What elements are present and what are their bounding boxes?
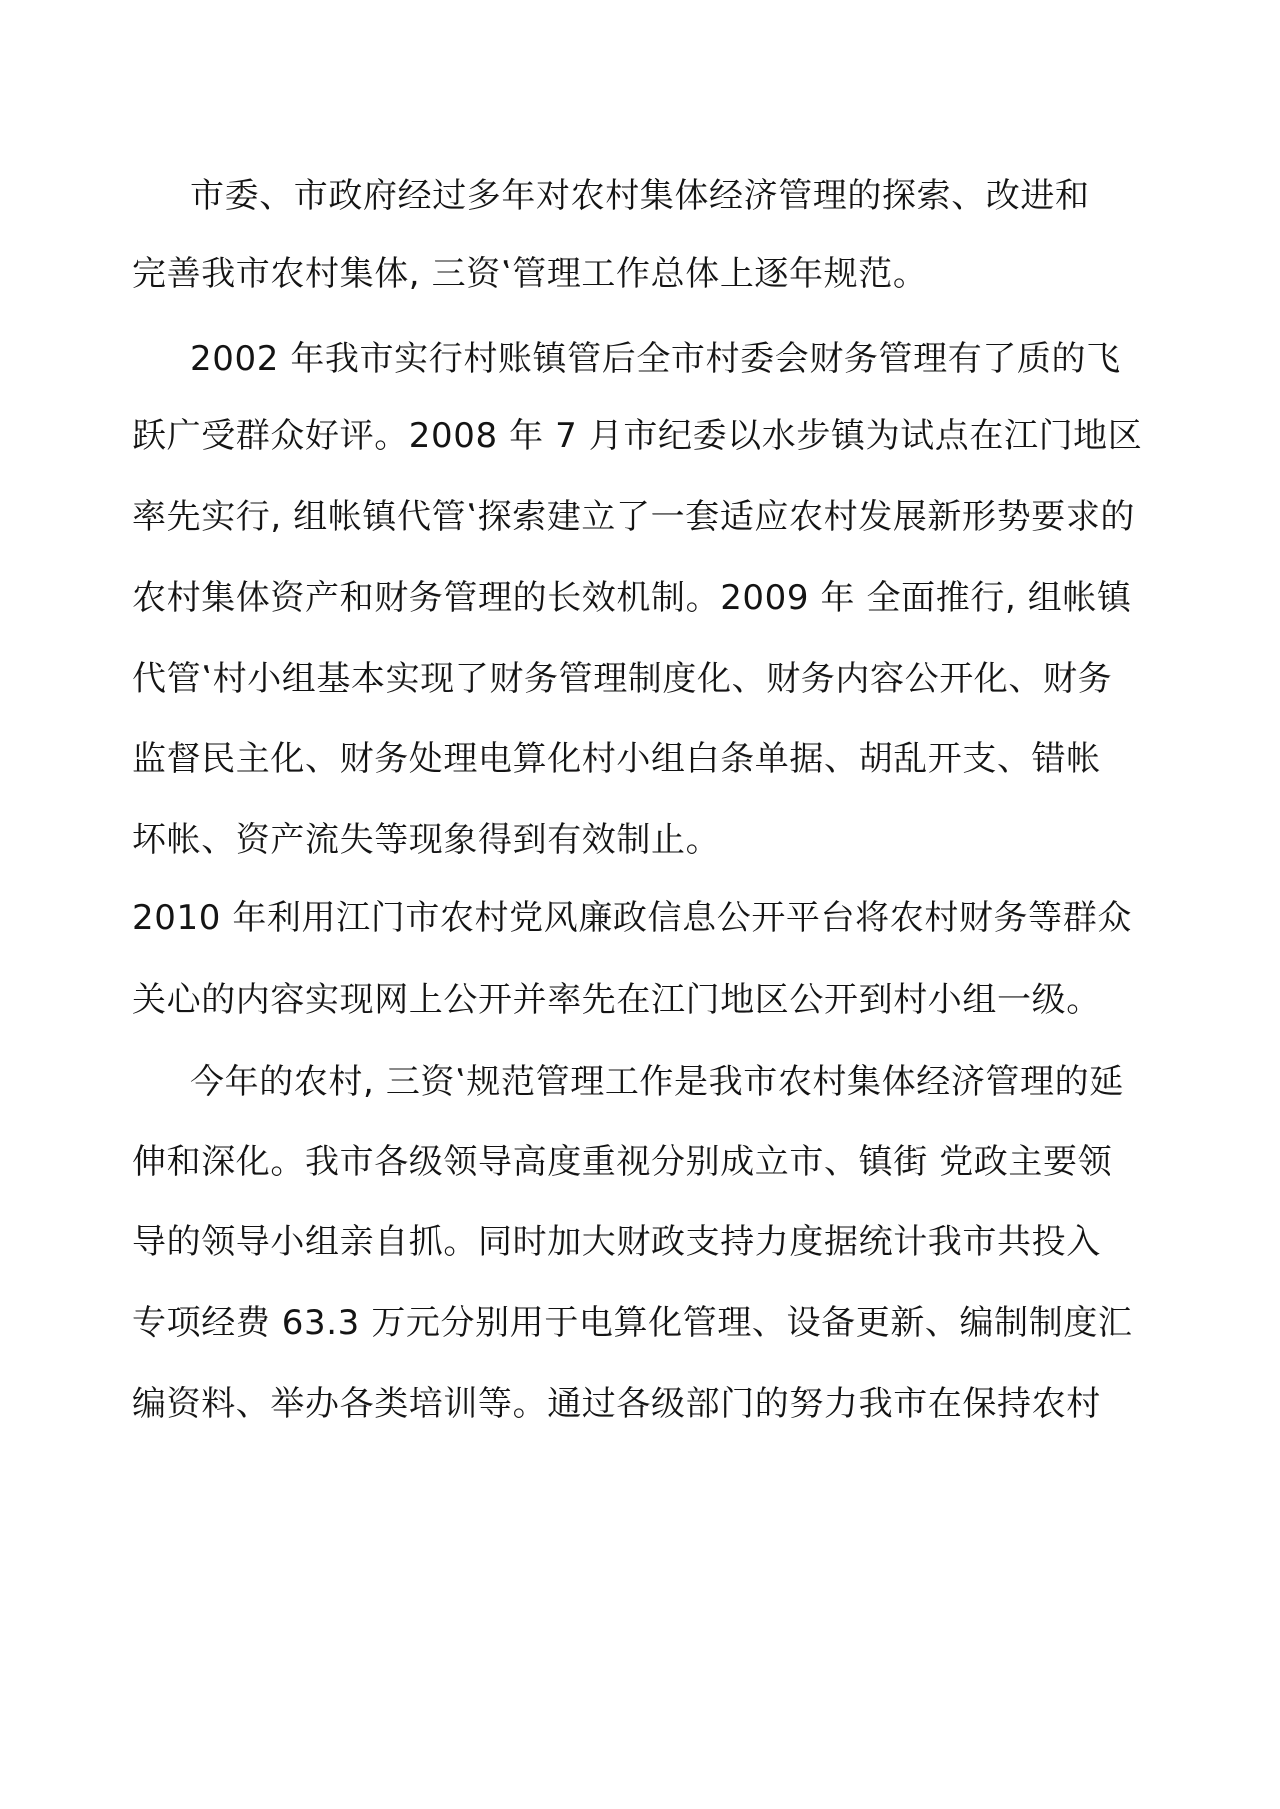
text-line: 完善我市农村集体, 三资‛管理工作总体上逐年规范。: [132, 254, 928, 294]
text-line: 坏帐、资产流失等现象得到有效制止。: [132, 820, 721, 860]
text-line: 伸和深化。我市各级领导高度重视分别成立市、镇街 党政主要领: [132, 1142, 1113, 1182]
text-line: 农村集体资产和财务管理的长效机制。2009 年 全面推行, 组帐镇: [132, 578, 1132, 618]
text-line: 今年的农村, 三资‛规范管理工作是我市农村集体经济管理的延: [190, 1062, 1124, 1102]
text-line: 率先实行, 组帐镇代管‛探索建立了一套适应农村发展新形势要求的: [132, 497, 1136, 537]
text-line: 编资料、举办各类培训等。通过各级部门的努力我市在保持农村: [132, 1384, 1101, 1424]
text-line: 2010 年利用江门市农村党风廉政信息公开平台将农村财务等群众: [132, 898, 1132, 938]
text-line: 导的领导小组亲自抓。同时加大财政支持力度据统计我市共投入: [132, 1222, 1101, 1262]
text-line: 2002 年我市实行村账镇管后全市村委会财务管理有了质的飞: [190, 339, 1121, 379]
text-line: 监督民主化、财务处理电算化村小组白条单据、胡乱开支、错帐: [132, 739, 1101, 779]
text-line: 专项经费 63.3 万元分别用于电算化管理、设备更新、编制制度汇: [132, 1303, 1133, 1343]
text-line: 跃广受群众好评。2008 年 7 月市纪委以水步镇为试点在江门地区: [132, 416, 1143, 456]
text-line: 关心的内容实现网上公开并率先在江门地区公开到村小组一级。: [132, 980, 1101, 1020]
text-line: 市委、市政府经过多年对农村集体经济管理的探索、改进和: [190, 176, 1090, 216]
text-line: 代管‛村小组基本实现了财务管理制度化、财务内容公开化、财务: [132, 659, 1113, 699]
